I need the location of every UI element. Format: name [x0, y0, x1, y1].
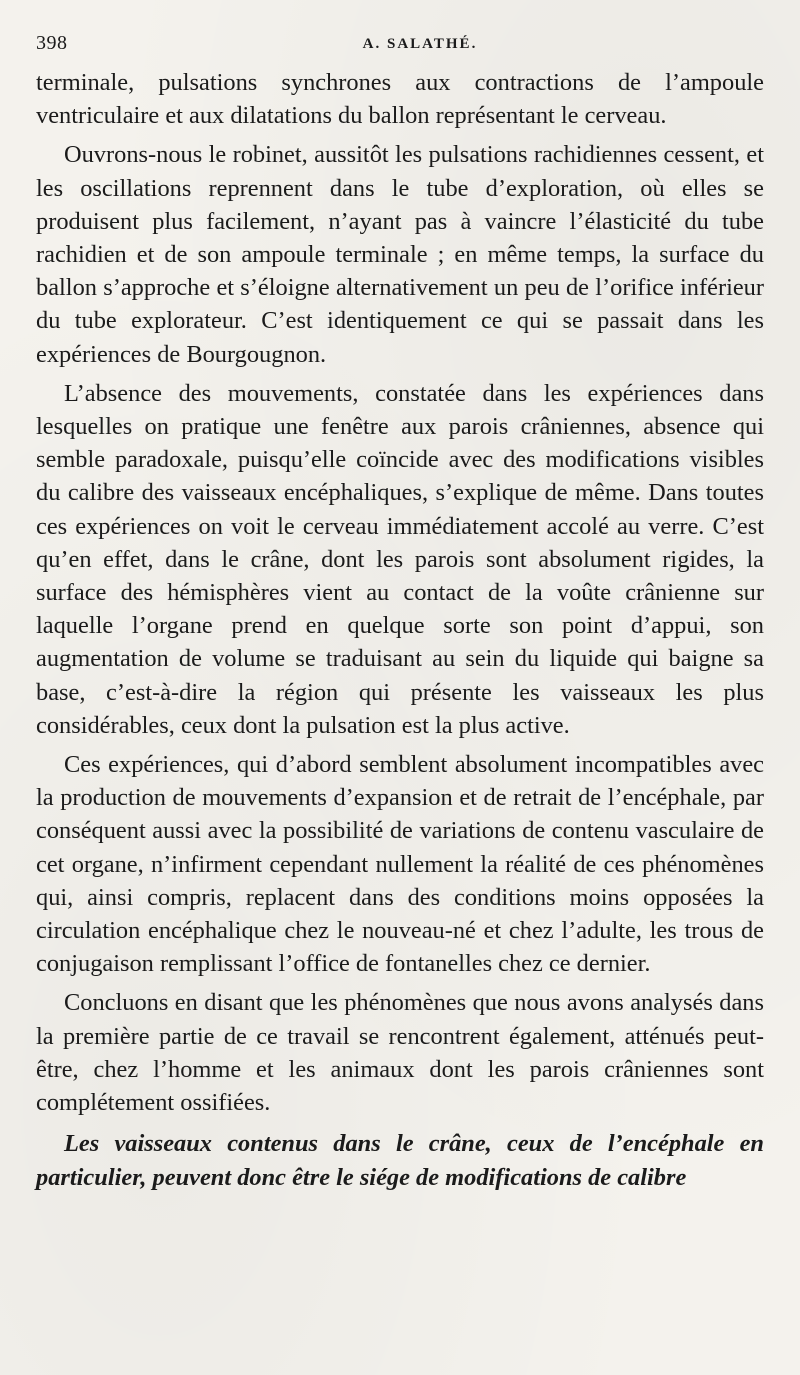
paragraph-continuation: terminale, pulsations synchrones aux contractions de l’ampoule ventriculaire et aux dilatations du ballon représentant le cerveau. — [36, 69, 764, 130]
running-head: A. SALATHÉ. — [362, 36, 478, 52]
page-header — [36, 28, 764, 60]
italic-conclusion-paragraph: Les vaisseaux contenus dans le crâne, ceux de l’encéphale en particulier, peuvent donc être le siége de modifications de calibre — [36, 1130, 764, 1191]
paragraph: Ces expériences, qui d’abord semblent absolument incompatibles avec la production de mouvements d’expansion et de retrait de l’encéphale, par conséquent aussi avec la possibilité de variations de contenu vasculaire de cet organe, n’infirment cependant nullement la réalité de ces phénomènes qui, ainsi compris, replacent dans des conditions moins opposées la circulation encéphalique chez le nouveau-né et chez l’adulte, les trous de conjugaison remplissant l’office de fontanelles chez ce dernier. — [36, 751, 764, 978]
paragraph: Ouvrons-nous le robinet, aussitôt les pulsations rachidiennes cessent, et les oscillations reprennent dans le tube d’exploration, où elles se produisent plus facilement, n’ayant pas à vaincre l’élasticité du tube rachidien et de son ampoule terminale ; en même temps, la surface du ballon s’approche et s’éloigne alternativement un peu de l’orifice inférieur du tube explorateur. C’est identiquement ce qui se passait dans les expériences de Bourgougnon. — [36, 141, 764, 368]
paragraph: Concluons en disant que les phénomènes que nous avons analysés dans la première partie de ce travail se rencontrent également, atténués peut-être, chez l’homme et les animaux dont les parois crâniennes sont complétement ossifiées. — [36, 989, 764, 1117]
page-number: 398 — [36, 32, 68, 54]
body-text — [36, 66, 764, 1194]
paragraph: L’absence des mouvements, constatée dans les expériences dans lesquelles on pratique une fenêtre aux parois crâniennes, absence qui semble paradoxale, puisqu’elle coïncide avec des modifications visibles du calibre des vaisseaux encéphaliques, s’explique de même. Dans toutes ces expériences on voit le cerveau immédiatement accolé au verre. C’est qu’en effet, dans le crâne, dont les parois sont absolument rigides, la surface des hémisphères vient au contact de la voûte crânienne sur laquelle l’organe prend en quelque sorte son point d’appui, son augmentation de volume se traduisant au sein du liquide qui baigne sa base, c’est-à-dire la région qui présente les vaisseaux les plus considérables, ceux dont la pulsation est la plus active. — [36, 379, 764, 739]
